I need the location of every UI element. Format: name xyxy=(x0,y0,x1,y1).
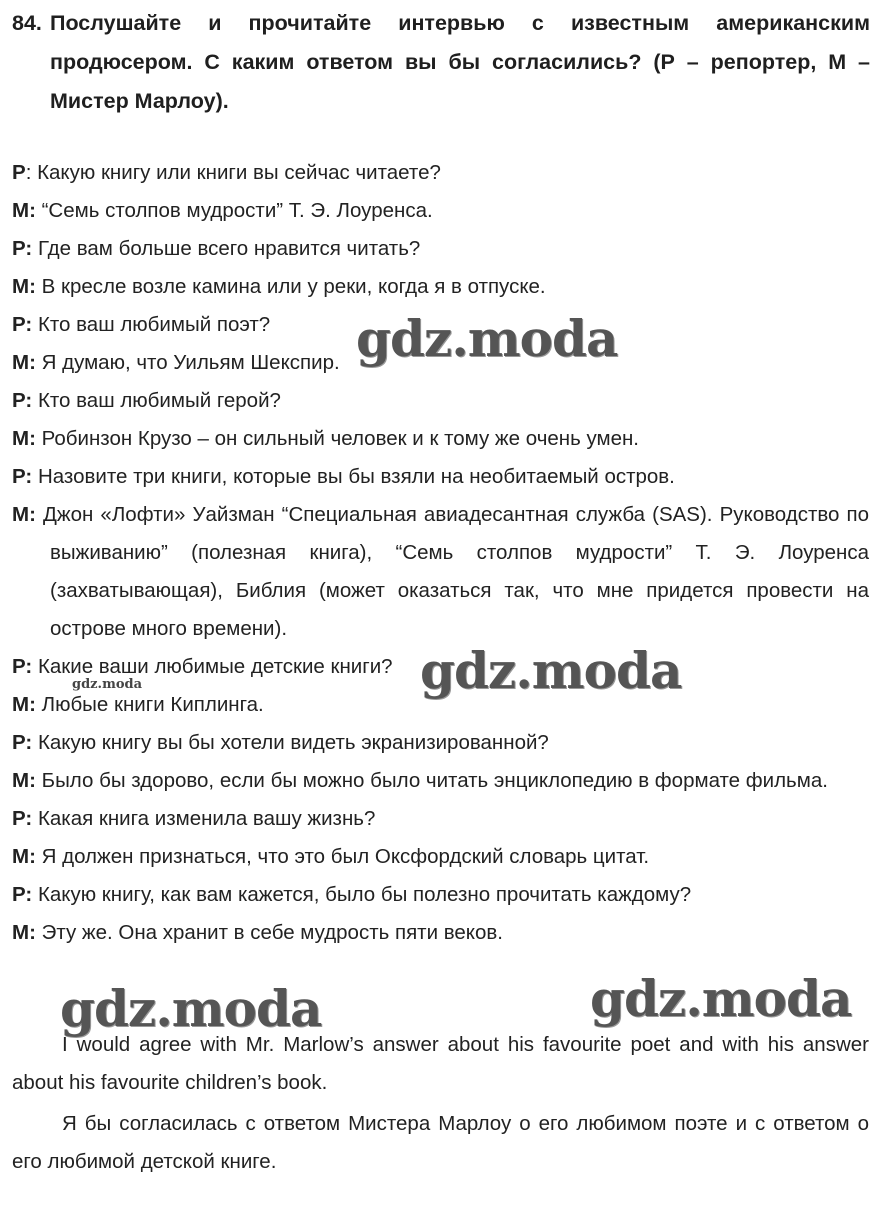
task-instruction: Послушайте и прочитайте интервью с известным американским продюсером. С каким ответом вы бы согласились? (Р – репортер, М – Мистер Марлоу). xyxy=(50,11,870,113)
watermark: gdz.moda xyxy=(60,979,322,1038)
speaker-label: Р: xyxy=(12,465,33,488)
dialog-line xyxy=(12,382,869,420)
dialog-text: Я думаю, что Уильям Шекспир. xyxy=(41,351,340,374)
speaker-label: М: xyxy=(12,275,36,298)
speaker-label: М: xyxy=(12,769,36,792)
dialog-line xyxy=(12,458,869,496)
dialog-line xyxy=(12,344,869,382)
watermark: gdz.moda xyxy=(356,309,618,368)
speaker-label: М: xyxy=(12,845,36,868)
answer-section xyxy=(12,1026,869,1181)
speaker-label: Р: xyxy=(12,389,33,412)
dialog-text: Какая книга изменила вашу жизнь? xyxy=(37,807,376,830)
dialog-line xyxy=(12,496,869,648)
dialog-line xyxy=(12,800,869,838)
dialog-line xyxy=(12,876,869,914)
speaker-label: Р: xyxy=(12,883,33,906)
speaker-label: Р: xyxy=(12,655,33,678)
speaker-label: Р: xyxy=(12,313,33,336)
speaker-label: М: xyxy=(12,351,36,374)
speaker-label: Р: xyxy=(12,731,33,754)
dialog-line: Р: Какую книгу или книги вы сейчас читаете? xyxy=(12,161,441,184)
watermark: gdz.moda xyxy=(590,969,852,1028)
dialog-text: Джон «Лофти» Уайзман “Специальная авиадесантная служба (SAS). Руководство по выживанию” (полезная книга), “Семь столпов мудрости” Т. Э. Лоуренса (захватывающая), Библия (может оказаться так, что мне придется провести на острове много времени). xyxy=(43,503,869,640)
dialog-line xyxy=(12,420,869,458)
dialog-text: Какую книгу, как вам кажется, было бы полезно прочитать каждому? xyxy=(37,883,692,906)
watermark-small: gdz.moda xyxy=(72,677,143,692)
answer-english: I would agree with Mr. Marlow’s answer about his favourite poet and with his answer about his favourite children’s book. xyxy=(12,1033,869,1094)
dialog-text: Какую книгу или книги вы сейчас читаете? xyxy=(37,161,441,184)
speaker-label: М: xyxy=(12,199,36,222)
answer-russian: Я бы согласилась с ответом Мистера Марлоу о его любимом поэте и с ответом о его любимой детской книге. xyxy=(12,1112,869,1173)
dialog-text: Эту же. Она хранит в себе мудрость пяти веков. xyxy=(41,921,503,944)
dialog-text: Робинзон Крузо – он сильный человек и к тому же очень умен. xyxy=(41,427,640,450)
dialog-text: Я должен признаться, что это был Оксфордский словарь цитат. xyxy=(41,845,650,868)
dialog-text: Кто ваш любимый герой? xyxy=(37,389,281,412)
task-heading xyxy=(12,4,870,121)
dialog-text: Любые книги Киплинга. xyxy=(41,693,264,716)
dialog-line xyxy=(12,268,869,306)
speaker-label: М: xyxy=(12,921,36,944)
speaker-label: Р: xyxy=(12,237,33,260)
speaker-label: Р xyxy=(12,161,26,184)
dialog-text: Было бы здорово, если бы можно было читать энциклопедию в формате фильма. xyxy=(41,769,828,792)
watermark: gdz.moda xyxy=(420,641,682,700)
dialog-line xyxy=(12,724,869,762)
speaker-label: М: xyxy=(12,693,36,716)
dialog-text: Какую книгу вы бы хотели видеть экранизированной? xyxy=(37,731,549,754)
dialog-line xyxy=(12,192,869,230)
dialog-text: Какие ваши любимые детские книги? xyxy=(37,655,393,678)
dialog-text: Назовите три книги, которые вы бы взяли на необитаемый остров. xyxy=(37,465,675,488)
dialog-text: Кто ваш любимый поэт? xyxy=(37,313,271,336)
dialog-text: “Семь столпов мудрости” Т. Э. Лоуренса. xyxy=(41,199,433,222)
dialog-line xyxy=(12,230,869,268)
dialog-line xyxy=(12,306,869,344)
dialog-text: Где вам больше всего нравится читать? xyxy=(37,237,421,260)
dialog-line xyxy=(12,686,869,724)
speaker-label: Р: xyxy=(12,807,33,830)
task-number: 84. xyxy=(12,11,42,35)
speaker-label: М: xyxy=(12,427,36,450)
speaker-label: М: xyxy=(12,503,36,526)
interview-dialog xyxy=(12,154,869,952)
dialog-line xyxy=(12,914,869,952)
dialog-line xyxy=(12,648,869,686)
dialog-line xyxy=(12,762,869,800)
dialog-line xyxy=(12,838,869,876)
dialog-text: В кресле возле камина или у реки, когда я в отпуске. xyxy=(41,275,546,298)
